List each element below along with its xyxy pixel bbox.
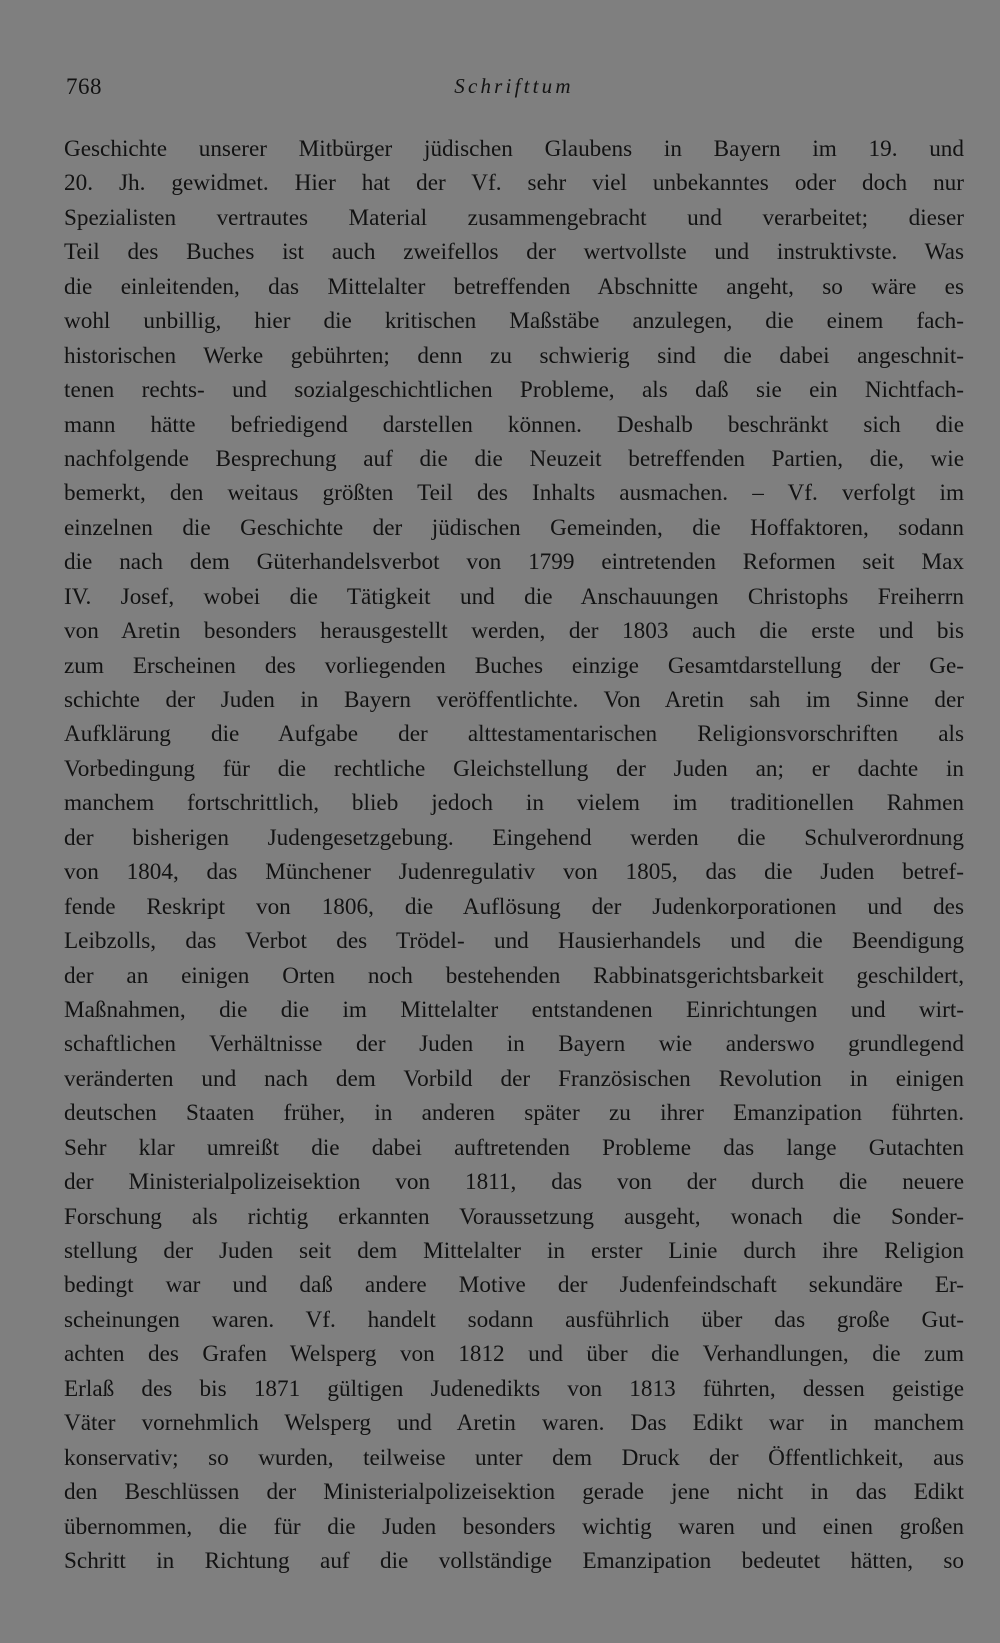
text-line: bemerkt, den weitaus größten Teil des Inhalts ausmachen. – Vf. verfolgt im xyxy=(64,480,964,507)
text-line: der Ministerialpolizeisektion von 1811, das von der durch die neuere xyxy=(64,1169,964,1196)
text-line: von 1804, das Münchener Judenregulativ von 1805, das die Juden betref- xyxy=(64,859,964,886)
text-line: stellung der Juden seit dem Mittelalter in erster Linie durch ihre Religion xyxy=(64,1238,964,1264)
text-line: mann hätte befriedigend darstellen können. Deshalb beschränkt sich die xyxy=(64,411,964,438)
text-line: Forschung als richtig erkannten Voraussetzung ausgeht, wonach die Sonder- xyxy=(64,1203,964,1230)
text-line: wohl unbillig, hier die kritischen Maßstäbe anzulegen, die einem fach- xyxy=(64,308,964,335)
text-line: historischen Werke gebührten; denn zu schwierig sind die dabei angeschnit- xyxy=(64,342,964,369)
text-line: von Aretin besonders herausgestellt werden, der 1803 auch die erste und bis xyxy=(64,618,964,645)
text-line: die nach dem Güterhandelsverbot von 1799 eintretenden Reformen seit Max xyxy=(64,549,964,576)
page-number: 768 xyxy=(66,74,102,99)
text-line: deutschen Staaten früher, in anderen später zu ihrer Emanzipation führten. xyxy=(64,1100,964,1127)
text-line: einzelnen die Geschichte der jüdischen Gemeinden, die Hoffaktoren, sodann xyxy=(64,514,964,541)
running-title: Schrifttum xyxy=(454,74,574,98)
text-line: Aufklärung die Aufgabe der alttestamentarischen Religionsvorschriften als xyxy=(64,721,964,748)
text-line: achten des Grafen Welsperg von 1812 und über die Verhandlungen, die zum xyxy=(64,1341,964,1368)
text-line: Teil des Buches ist auch zweifellos der wertvollste und instruktivste. Was xyxy=(64,239,964,266)
text-line: IV. Josef, wobei die Tätigkeit und die Anschauungen Christophs Freiherrn xyxy=(64,583,964,610)
text-line: die einleitenden, das Mittelalter betreffenden Abschnitte angeht, so wäre es xyxy=(64,273,964,300)
text-line: den Beschlüssen der Ministerialpolizeisektion gerade jene nicht in das Edikt xyxy=(64,1479,964,1506)
text-line: schaftlichen Verhältnisse der Juden in Bayern wie anderswo grundlegend xyxy=(64,1031,964,1058)
text-line: Erlaß des bis 1871 gültigen Judenedikts von 1813 führten, dessen geistige xyxy=(64,1375,964,1402)
text-line: Maßnahmen, die die im Mittelalter entstandenen Einrichtungen und wirt- xyxy=(64,996,964,1023)
text-line: konservativ; so wurden, teilweise unter dem Druck der Öffentlichkeit, aus xyxy=(64,1444,964,1471)
text-line: Vorbedingung für die rechtliche Gleichstellung der Juden an; er dachte in xyxy=(64,755,964,782)
text-line: bedingt war und daß andere Motive der Judenfeindschaft sekundäre Er- xyxy=(64,1272,964,1299)
text-line: 20. Jh. gewidmet. Hier hat der Vf. sehr viel unbekanntes oder doch nur xyxy=(64,170,964,197)
text-line: Spezialisten vertrautes Material zusammengebracht und verarbeitet; dieser xyxy=(64,204,964,231)
text-line: Sehr klar umreißt die dabei auftretenden Probleme das lange Gutachten xyxy=(64,1134,964,1161)
text-line: nachfolgende Besprechung auf die die Neuzeit betreffenden Partien, die, wie xyxy=(64,445,964,472)
text-line: manchem fortschrittlich, blieb jedoch in vielem im traditionellen Rahmen xyxy=(64,790,964,817)
text-line: fende Reskript von 1806, die Auflösung der Judenkorporationen und des xyxy=(64,893,964,920)
text-line: der bisherigen Judengesetzgebung. Eingehend werden die Schulverordnung xyxy=(64,824,964,851)
text-line: der an einigen Orten noch bestehenden Rabbinatsgerichtsbarkeit geschildert, xyxy=(64,962,964,989)
text-line: Geschichte unserer Mitbürger jüdischen Glaubens in Bayern im 19. und xyxy=(64,136,964,162)
text-line: schichte der Juden in Bayern veröffentlichte. Von Aretin sah im Sinne der xyxy=(64,687,964,713)
text-line: zum Erscheinen des vorliegenden Buches einzige Gesamtdarstellung der Ge- xyxy=(64,652,964,679)
text-line: scheinungen waren. Vf. handelt sodann ausführlich über das große Gut- xyxy=(64,1306,964,1333)
body-text xyxy=(64,132,964,1578)
text-line: veränderten und nach dem Vorbild der Französischen Revolution in einigen xyxy=(64,1065,964,1092)
text-line: übernommen, die für die Juden besonders wichtig waren und einen großen xyxy=(64,1513,964,1540)
text-line: Schritt in Richtung auf die vollständige Emanzipation bedeutet hätten, so xyxy=(64,1547,964,1574)
text-line: Leibzolls, das Verbot des Trödel- und Hausierhandels und die Beendigung xyxy=(64,928,964,955)
text-line: tenen rechts- und sozialgeschichtlichen Probleme, als daß sie ein Nichtfach- xyxy=(64,377,964,404)
text-line: Väter vornehmlich Welsperg und Aretin waren. Das Edikt war in manchem xyxy=(64,1410,964,1437)
page-header xyxy=(64,74,964,110)
